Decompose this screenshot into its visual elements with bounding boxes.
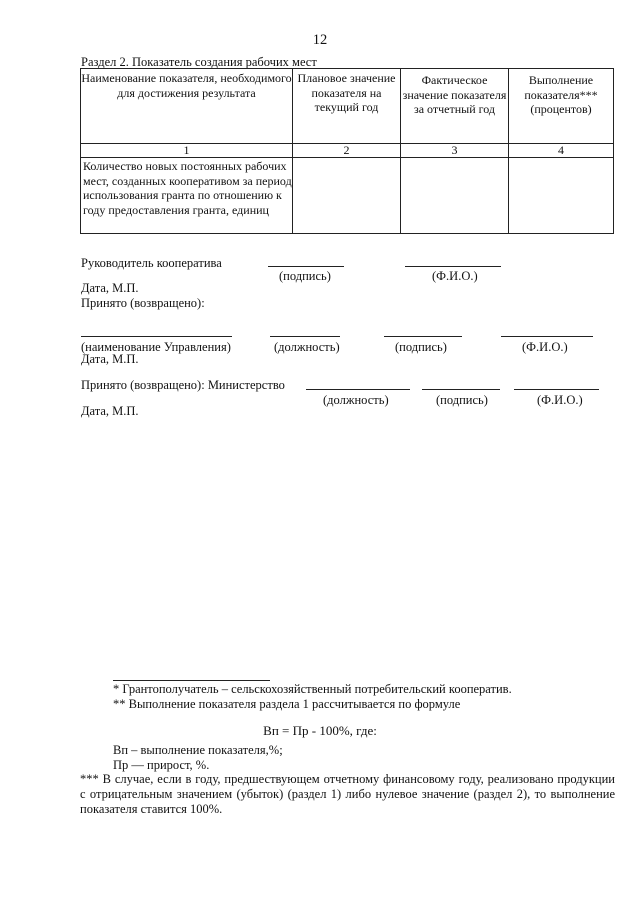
fio-line (501, 336, 593, 337)
fio-line (514, 389, 599, 390)
column-number: 4 (509, 144, 614, 158)
signature-line (422, 389, 500, 390)
column-number-row (81, 144, 614, 158)
signature-line (384, 336, 462, 337)
signature-caption: (подпись) (279, 269, 331, 283)
header-execution: Выполнение показателя*** (процентов) (509, 69, 614, 144)
column-number: 1 (81, 144, 293, 158)
column-number: 2 (293, 144, 401, 158)
header-planned-value: Плановое значение показателя на текущий год (293, 69, 401, 144)
section-title: Раздел 2. Показатель создания рабочих мест (81, 55, 317, 69)
formula: Вп = Пр - 100%, где: (263, 723, 377, 738)
footnote-separator (113, 680, 270, 681)
header-indicator-name: Наименование показателя, необходимого для достижения результата (81, 69, 293, 144)
execution-cell (509, 158, 614, 234)
definition-pr: Пр — прирост, %. (113, 758, 210, 772)
date-mp: Дата, М.П. (81, 352, 139, 366)
head-label: Руководитель кооператива (81, 256, 222, 270)
department-caption: (наименование Управления) (81, 340, 231, 354)
footnote-1: * Грантополучатель – сельскохозяйственный потребительский кооператив. (113, 682, 512, 696)
column-number: 3 (401, 144, 509, 158)
table-row (81, 158, 614, 234)
planned-value-cell (293, 158, 401, 234)
date-mp: Дата, М.П. (81, 404, 139, 418)
signature-line (268, 266, 344, 267)
table-header-row (81, 69, 614, 144)
fio-caption: (Ф.И.О.) (522, 340, 568, 354)
accepted-ministry: Принято (возвращено): Министерство (81, 378, 285, 392)
position-line (306, 389, 410, 390)
indicator-cell: Количество новых постоянных рабочих мест, созданных кооперативом за период использования гранта по отношению к году предоставления гранта, единиц (81, 158, 293, 234)
footnote-3: *** В случае, если в году, предшествующем отчетному финансовому году, реализовано продукции с отрицательным значением (убыток) (раздел 1) либо нулевое значение (раздел 2), то выполнение показателя ставится 100%. (80, 772, 615, 816)
signature-caption: (подпись) (395, 340, 447, 354)
accepted-returned: Принято (возвращено): (81, 296, 205, 310)
position-caption: (должность) (323, 393, 389, 407)
fio-caption: (Ф.И.О.) (537, 393, 583, 407)
position-caption: (должность) (274, 340, 340, 354)
page-number: 12 (312, 32, 328, 48)
actual-value-cell (401, 158, 509, 234)
date-mp: Дата, М.П. (81, 281, 139, 295)
indicator-table (80, 68, 614, 234)
footnote-2: ** Выполнение показателя раздела 1 рассчитывается по формуле (113, 697, 461, 711)
department-line (81, 336, 232, 337)
header-actual-value: Фактическое значение показателя за отчетный год (401, 69, 509, 144)
definition-vp: Вп – выполнение показателя,%; (113, 743, 283, 757)
fio-caption: (Ф.И.О.) (432, 269, 478, 283)
fio-line (405, 266, 501, 267)
signature-caption: (подпись) (436, 393, 488, 407)
position-line (270, 336, 340, 337)
